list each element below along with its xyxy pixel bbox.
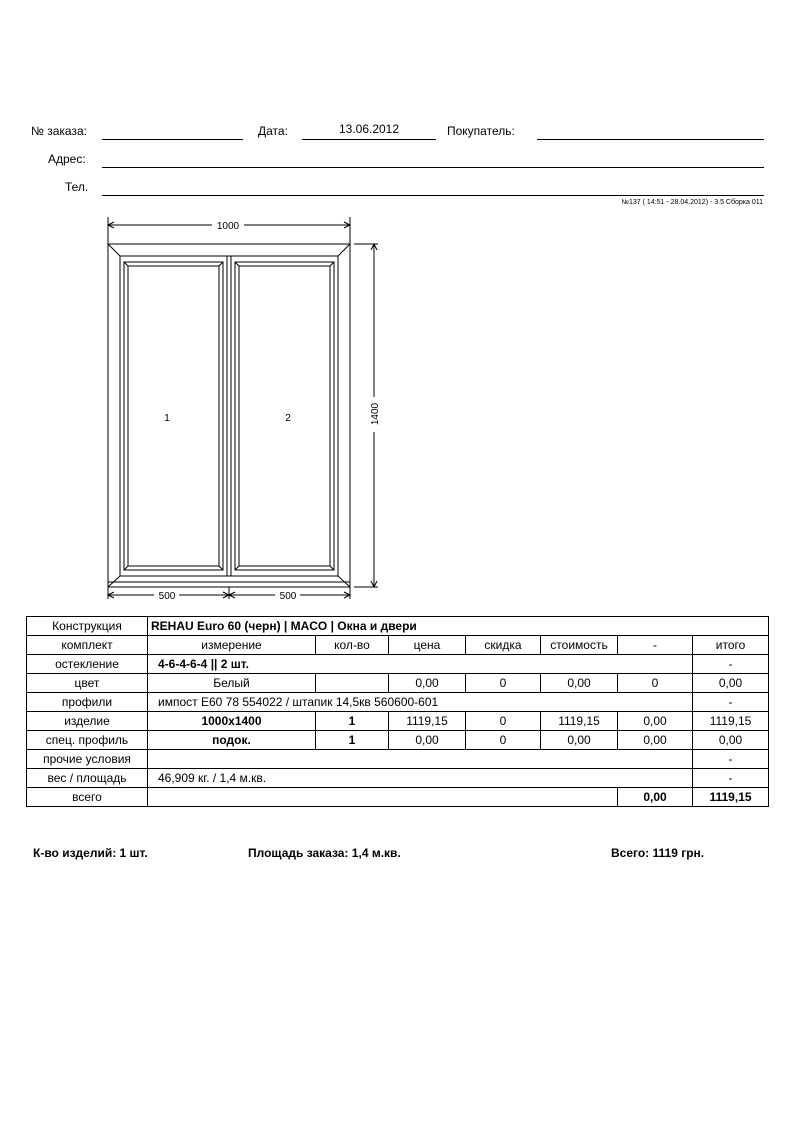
table-row — [27, 674, 769, 693]
column-header: скидка — [466, 636, 541, 655]
sash-miter — [124, 262, 128, 266]
row-total: - — [693, 693, 769, 712]
row-measure: 1000x1400 — [148, 712, 316, 731]
column-header: комплект — [27, 636, 148, 655]
column-header: цена — [389, 636, 466, 655]
sash-miter — [219, 566, 223, 570]
profiles-value: импост E60 78 554022 / штапик 14,5кв 560600-601 — [148, 693, 693, 712]
row-total: 1119,15 — [693, 712, 769, 731]
sash-1-outer — [124, 262, 223, 570]
row-name: остекление — [27, 655, 148, 674]
construction-label: Конструкция — [27, 617, 148, 636]
row-discount: 0 — [466, 731, 541, 750]
row-qty — [316, 674, 389, 693]
total-row-total: 1119,15 — [693, 788, 769, 807]
row-measure: подок. — [148, 731, 316, 750]
row-cost: 0,00 — [541, 731, 618, 750]
sash-miter — [330, 262, 334, 266]
other-conditions-value — [148, 750, 693, 769]
row-dash: 0,00 — [618, 731, 693, 750]
row-price: 0,00 — [389, 674, 466, 693]
table-total-row — [27, 788, 769, 807]
sash-2-width: 500 — [279, 591, 297, 602]
row-name: профили — [27, 693, 148, 712]
table-row — [27, 731, 769, 750]
row-name: цвет — [27, 674, 148, 693]
row-qty: 1 — [316, 712, 389, 731]
row-name: вес / площадь — [27, 769, 148, 788]
sash-1-width: 500 — [158, 591, 176, 602]
row-cost: 1119,15 — [541, 712, 618, 731]
row-cost: 0,00 — [541, 674, 618, 693]
sash-miter — [235, 262, 239, 266]
sash-1-number: 1 — [164, 413, 170, 424]
row-qty: 1 — [316, 731, 389, 750]
buyer-label: Покупатель: — [447, 124, 515, 138]
row-price: 0,00 — [389, 731, 466, 750]
date-value: 13.06.2012 — [338, 122, 400, 136]
row-total: - — [693, 769, 769, 788]
date-label: Дата: — [258, 124, 288, 138]
column-header: итого — [693, 636, 769, 655]
specification-table — [26, 616, 769, 807]
row-total: - — [693, 750, 769, 769]
sash-miter — [219, 262, 223, 266]
version-stamp: №137 ( 14:51 - 28.04.2012) - 3.5 Сборка 011 — [621, 199, 763, 206]
items-count: К-во изделий: 1 шт. — [33, 846, 148, 860]
phone-label: Тел. — [65, 180, 89, 194]
construction-value: REHAU Euro 60 (черн) | MACO | Окна и двери — [148, 617, 769, 636]
window-frame-inner — [120, 256, 338, 576]
table-row — [27, 655, 769, 674]
table-row — [27, 769, 769, 788]
column-header: измерение — [148, 636, 316, 655]
row-discount: 0 — [466, 674, 541, 693]
row-measure: Белый — [148, 674, 316, 693]
table-row — [27, 750, 769, 769]
row-name: прочие условия — [27, 750, 148, 769]
column-header: кол-во — [316, 636, 389, 655]
column-header: стоимость — [541, 636, 618, 655]
row-discount: 0 — [466, 712, 541, 731]
row-price: 1119,15 — [389, 712, 466, 731]
order-area: Площадь заказа: 1,4 м.кв. — [248, 846, 401, 860]
table-header-row — [27, 636, 769, 655]
row-total: 0,00 — [693, 731, 769, 750]
width-dimension: 1000 — [216, 221, 240, 232]
row-dash: 0,00 — [618, 712, 693, 731]
order-number-label: № заказа: — [31, 124, 87, 138]
row-dash: 0 — [618, 674, 693, 693]
table-row — [27, 693, 769, 712]
column-header: - — [618, 636, 693, 655]
window-frame-outer — [108, 244, 350, 587]
row-name: изделие — [27, 712, 148, 731]
total-row-empty — [148, 788, 618, 807]
height-dimension: 1400 — [370, 402, 381, 426]
total-row-dash: 0,00 — [618, 788, 693, 807]
address-label: Адрес: — [48, 152, 86, 166]
glazing-value: 4-6-4-6-4 || 2 шт. — [148, 655, 693, 674]
order-total: Всего: 1119 грн. — [611, 846, 705, 860]
sash-miter — [124, 566, 128, 570]
sash-miter — [330, 566, 334, 570]
frame-miter — [108, 244, 120, 256]
frame-miter — [338, 244, 350, 256]
row-total: - — [693, 655, 769, 674]
row-total: 0,00 — [693, 674, 769, 693]
sash-miter — [235, 566, 239, 570]
sash-1-glass — [128, 266, 219, 566]
row-name: спец. профиль — [27, 731, 148, 750]
sash-2-number: 2 — [285, 413, 291, 424]
table-row — [27, 712, 769, 731]
weight-area-value: 46,909 кг. / 1,4 м.кв. — [148, 769, 693, 788]
table-row — [27, 617, 769, 636]
total-row-name: всего — [27, 788, 148, 807]
